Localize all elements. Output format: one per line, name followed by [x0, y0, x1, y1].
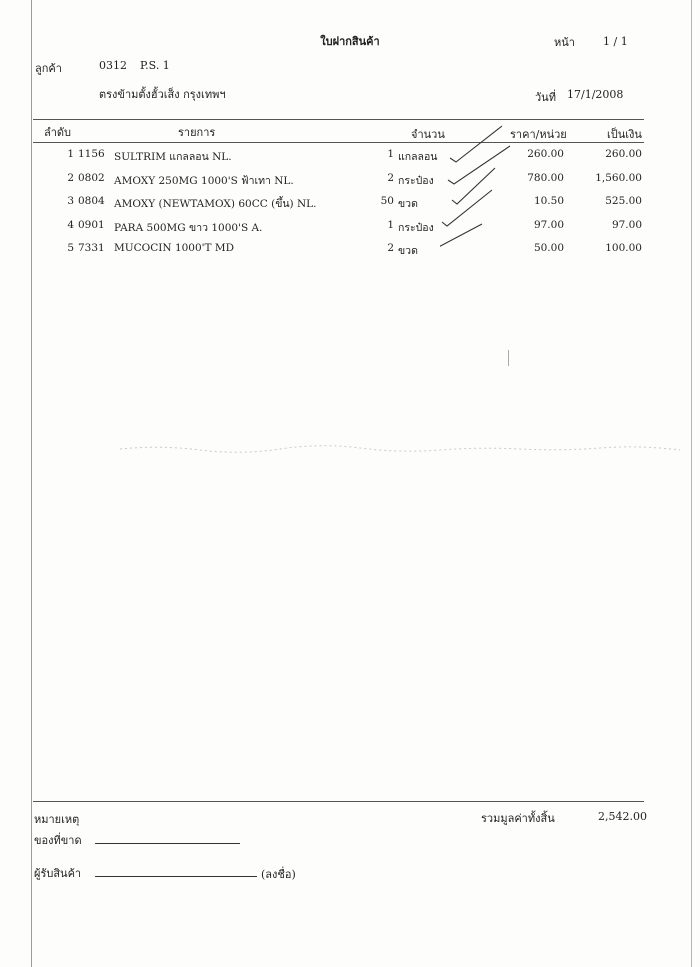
checkmark-3 [452, 168, 495, 204]
cell-qty: 1 [387, 218, 394, 231]
date-label: วันที่ [535, 91, 556, 104]
column-header-unit-price: ราคา/หน่วย [510, 128, 567, 141]
checkmark-2 [448, 146, 510, 184]
cell-desc: AMOXY (NEWTAMOX) 60CC (ขึ้น) NL. [114, 198, 317, 210]
cell-seq: 2 [67, 171, 74, 184]
cell-unit: ขวด [398, 245, 418, 257]
cell-desc: AMOXY 250MG 1000'S ฟ้าเทา NL. [114, 174, 294, 187]
cell-desc: MUCOCIN 1000'T MD [114, 242, 235, 254]
table-header-rule [33, 142, 644, 143]
cell-unit: กระป๋อง [398, 174, 434, 187]
cell-amount: 260.00 [605, 148, 642, 160]
cell-code: 0901 [78, 218, 105, 231]
table-top-rule [33, 119, 644, 120]
cell-code: 1156 [78, 148, 105, 160]
table-row [0, 195, 700, 213]
page-number: 1 / 1 [603, 35, 628, 48]
table-row [0, 219, 700, 237]
sign-label: (ลงชื่อ) [261, 868, 296, 881]
date-value: 17/1/2008 [567, 88, 624, 101]
cell-seq: 3 [67, 195, 74, 207]
remark-label: หมายเหตุ [34, 813, 80, 826]
cell-amount: 1,560.00 [595, 171, 642, 184]
cell-seq: 1 [67, 148, 74, 160]
customer-address: ตรงข้ามตั้งฮั้วเส็ง กรุงเทพฯ [99, 88, 226, 101]
cell-price: 10.50 [533, 195, 564, 207]
customer-code: 0312 [99, 59, 127, 72]
cell-amount: 97.00 [611, 218, 642, 231]
column-header-amount: เป็นเงิน [607, 128, 642, 141]
cell-unit: กระป๋อง [398, 221, 434, 234]
column-header-qty: จำนวน [411, 128, 445, 141]
cell-seq: 5 [67, 242, 74, 254]
cell-desc: PARA 500MG ขาว 1000'S A. [114, 221, 263, 234]
cell-price: 780.00 [527, 171, 564, 184]
checkmark-5 [440, 224, 482, 250]
receiver-signature-line [95, 876, 257, 877]
total-label: รวมมูลค่าทั้งสิ้น [481, 812, 555, 825]
document-title: ใบฝากสินค้า [320, 35, 380, 48]
cell-price: 260.00 [527, 148, 564, 160]
cell-amount: 525.00 [605, 195, 642, 207]
customer-name: P.S. 1 [140, 59, 170, 72]
shortage-label: ของที่ขาด [34, 834, 82, 847]
cell-price: 97.00 [533, 218, 564, 231]
column-header-seq: ลำดับ [44, 126, 72, 139]
cell-amount: 100.00 [605, 242, 642, 254]
table-row [0, 172, 700, 190]
shortage-line [95, 843, 240, 844]
right-margin-line [691, 0, 692, 967]
cell-qty: 2 [387, 171, 394, 184]
cell-price: 50.00 [533, 242, 564, 254]
checkmark-group [440, 118, 530, 258]
cell-code: 0804 [78, 195, 105, 207]
scan-speck [508, 350, 509, 366]
customer-label: ลูกค้า [35, 62, 62, 75]
table-row [0, 242, 700, 260]
scan-noise [120, 440, 680, 458]
cell-unit: แกลลอน [398, 151, 438, 163]
checkmark-4 [442, 190, 492, 226]
cell-code: 0802 [78, 171, 105, 184]
cell-qty: 2 [387, 242, 394, 254]
cell-seq: 4 [67, 218, 74, 231]
column-header-item: รายการ [178, 126, 216, 139]
cell-code: 7331 [78, 242, 105, 254]
footer-rule [33, 801, 644, 802]
cell-qty: 50 [380, 195, 394, 207]
receiver-label: ผู้รับสินค้า [34, 867, 82, 880]
total-value: 2,542.00 [598, 810, 647, 823]
cell-qty: 1 [387, 148, 394, 160]
cell-desc: SULTRIM แกลลอน NL. [114, 151, 232, 163]
page-label: หน้า [554, 36, 575, 49]
table-row [0, 148, 700, 166]
left-margin-line [31, 0, 32, 967]
cell-unit: ขวด [398, 198, 418, 210]
